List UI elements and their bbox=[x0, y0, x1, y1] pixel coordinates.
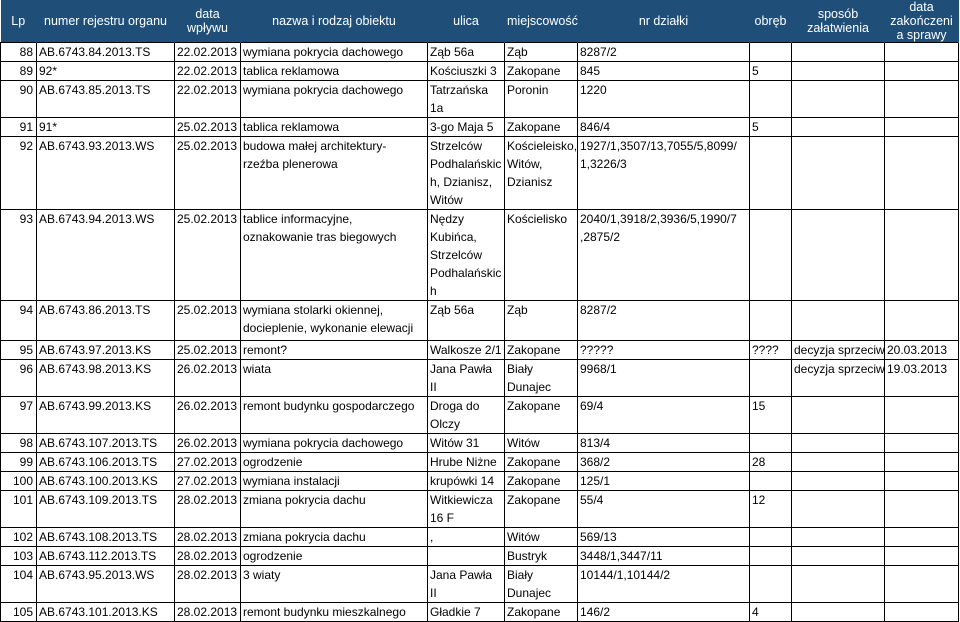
cell-plot-number: 368/2 bbox=[578, 453, 750, 472]
cell-resolution-method bbox=[792, 453, 885, 472]
cell-plot-number: 569/13 bbox=[578, 528, 750, 547]
table-row bbox=[1, 210, 959, 301]
cell-plot-number: ????? bbox=[578, 341, 750, 360]
cell-closing-date bbox=[885, 566, 959, 603]
cell-lp: 105 bbox=[1, 603, 37, 622]
cell-plot-number: 1927/1,3507/13,7055/5,8099/ 1,3226/3 bbox=[578, 137, 750, 210]
cell-resolution-method bbox=[792, 81, 885, 118]
cell-street: Witkiewicza 16 F bbox=[428, 491, 505, 528]
cell-precinct bbox=[750, 528, 792, 547]
cell-closing-date bbox=[885, 453, 959, 472]
cell-register-number: AB.6743.86.2013.TS bbox=[37, 301, 175, 341]
cell-street: krupówki 14 bbox=[428, 472, 505, 491]
cell-closing-date bbox=[885, 491, 959, 528]
cell-object-name: tablica reklamowa bbox=[241, 118, 428, 137]
cell-plot-number: 55/4 bbox=[578, 491, 750, 528]
cell-street: Witów 31 bbox=[428, 434, 505, 453]
cell-street bbox=[428, 547, 505, 566]
cell-precinct bbox=[750, 566, 792, 603]
cell-street: Gładkie 7 bbox=[428, 603, 505, 622]
cell-city: Bustryk bbox=[505, 547, 578, 566]
cell-resolution-method bbox=[792, 472, 885, 491]
table-row bbox=[1, 434, 959, 453]
cell-register-number: 91* bbox=[37, 118, 175, 137]
cell-register-number: AB.6743.97.2013.KS bbox=[37, 341, 175, 360]
cell-city: Zakopane bbox=[505, 453, 578, 472]
cell-receipt-date: 26.02.2013 bbox=[175, 397, 241, 434]
cell-street: Hrube Niżne bbox=[428, 453, 505, 472]
cell-precinct: ???? bbox=[750, 341, 792, 360]
cell-city: Zakopane bbox=[505, 62, 578, 81]
cell-plot-number: 146/2 bbox=[578, 603, 750, 622]
cell-receipt-date: 28.02.2013 bbox=[175, 603, 241, 622]
cell-precinct bbox=[750, 43, 792, 62]
cell-receipt-date: 26.02.2013 bbox=[175, 434, 241, 453]
cell-register-number: 92* bbox=[37, 62, 175, 81]
cell-closing-date bbox=[885, 528, 959, 547]
cell-plot-number: 846/4 bbox=[578, 118, 750, 137]
cell-lp: 92 bbox=[1, 137, 37, 210]
cell-city: Zakopane bbox=[505, 491, 578, 528]
cell-resolution-method bbox=[792, 137, 885, 210]
cell-precinct: 5 bbox=[750, 62, 792, 81]
cell-register-number: AB.6743.109.2013.TS bbox=[37, 491, 175, 528]
cell-city: Witów bbox=[505, 434, 578, 453]
cell-lp: 90 bbox=[1, 81, 37, 118]
cell-street: Ząb 56a bbox=[428, 301, 505, 341]
table-row bbox=[1, 453, 959, 472]
cell-register-number: AB.6743.101.2013.KS bbox=[37, 603, 175, 622]
header-precinct: obręb bbox=[750, 0, 792, 43]
cell-register-number: AB.6743.100.2013.KS bbox=[37, 472, 175, 491]
cell-plot-number: 1220 bbox=[578, 81, 750, 118]
cell-lp: 97 bbox=[1, 397, 37, 434]
cell-lp: 102 bbox=[1, 528, 37, 547]
table-row bbox=[1, 43, 959, 62]
cell-city: Ząb bbox=[505, 43, 578, 62]
cell-city: Zakopane bbox=[505, 472, 578, 491]
cell-closing-date: 19.03.2013 bbox=[885, 360, 959, 397]
cell-resolution-method bbox=[792, 528, 885, 547]
cell-lp: 98 bbox=[1, 434, 37, 453]
cell-precinct: 28 bbox=[750, 453, 792, 472]
cell-register-number: AB.6743.95.2013.WS bbox=[37, 566, 175, 603]
cell-receipt-date: 22.02.2013 bbox=[175, 62, 241, 81]
cell-city: Zakopane bbox=[505, 397, 578, 434]
cell-plot-number: 69/4 bbox=[578, 397, 750, 434]
cell-object-name: ogrodzenie bbox=[241, 453, 428, 472]
cell-resolution-method bbox=[792, 43, 885, 62]
cell-register-number: AB.6743.107.2013.TS bbox=[37, 434, 175, 453]
cell-receipt-date: 27.02.2013 bbox=[175, 472, 241, 491]
cell-register-number: AB.6743.84.2013.TS bbox=[37, 43, 175, 62]
cell-object-name: zmiana pokrycia dachu bbox=[241, 528, 428, 547]
cell-precinct bbox=[750, 360, 792, 397]
cell-receipt-date: 22.02.2013 bbox=[175, 43, 241, 62]
cell-street: , bbox=[428, 528, 505, 547]
cell-city: Zakopane bbox=[505, 603, 578, 622]
header-row bbox=[1, 0, 959, 43]
table-row bbox=[1, 341, 959, 360]
cell-precinct bbox=[750, 301, 792, 341]
cell-city: Kościelisko bbox=[505, 210, 578, 301]
cell-receipt-date: 22.02.2013 bbox=[175, 81, 241, 118]
cell-precinct: 4 bbox=[750, 603, 792, 622]
cell-receipt-date: 28.02.2013 bbox=[175, 547, 241, 566]
cell-precinct bbox=[750, 434, 792, 453]
cell-object-name: wymiana pokrycia dachowego bbox=[241, 81, 428, 118]
table-row bbox=[1, 491, 959, 528]
table-row bbox=[1, 566, 959, 603]
table-row bbox=[1, 301, 959, 341]
cell-lp: 99 bbox=[1, 453, 37, 472]
cell-closing-date bbox=[885, 603, 959, 622]
cell-object-name: remont budynku gospodarczego bbox=[241, 397, 428, 434]
cell-object-name: wiata bbox=[241, 360, 428, 397]
cell-register-number: AB.6743.106.2013.TS bbox=[37, 453, 175, 472]
cell-object-name: tablice informacyjne, oznakowanie tras biegowych bbox=[241, 210, 428, 301]
header-lp: Lp bbox=[1, 0, 37, 43]
cell-object-name: remont budynku mieszkalnego bbox=[241, 603, 428, 622]
cell-plot-number: 813/4 bbox=[578, 434, 750, 453]
cell-lp: 95 bbox=[1, 341, 37, 360]
cell-object-name: budowa małej architektury- rzeźba plenerowa bbox=[241, 137, 428, 210]
cell-object-name: wymiana instalacji bbox=[241, 472, 428, 491]
cell-resolution-method bbox=[792, 397, 885, 434]
cell-closing-date bbox=[885, 547, 959, 566]
cell-receipt-date: 28.02.2013 bbox=[175, 491, 241, 528]
header-register-number: numer rejestru organu bbox=[37, 0, 175, 43]
cell-lp: 104 bbox=[1, 566, 37, 603]
cell-plot-number: 9968/1 bbox=[578, 360, 750, 397]
table-row bbox=[1, 62, 959, 81]
cell-object-name: tablica reklamowa bbox=[241, 62, 428, 81]
cell-lp: 89 bbox=[1, 62, 37, 81]
cell-resolution-method bbox=[792, 118, 885, 137]
cell-city: Biały Dunajec bbox=[505, 360, 578, 397]
header-plot-number: nr działki bbox=[578, 0, 750, 43]
cell-city: Witów bbox=[505, 528, 578, 547]
cell-closing-date bbox=[885, 434, 959, 453]
cell-resolution-method: decyzja sprzeciw bbox=[792, 360, 885, 397]
cell-closing-date bbox=[885, 81, 959, 118]
cell-precinct: 5 bbox=[750, 118, 792, 137]
cell-city: Ząb bbox=[505, 301, 578, 341]
cell-object-name: wymiana stolarki okiennej, docieplenie, wykonanie elewacji bbox=[241, 301, 428, 341]
cell-object-name: wymiana pokrycia dachowego bbox=[241, 434, 428, 453]
cell-lp: 94 bbox=[1, 301, 37, 341]
cell-lp: 101 bbox=[1, 491, 37, 528]
cell-receipt-date: 25.02.2013 bbox=[175, 210, 241, 301]
table-row bbox=[1, 137, 959, 210]
cell-closing-date bbox=[885, 397, 959, 434]
cell-plot-number: 3448/1,3447/11 bbox=[578, 547, 750, 566]
cell-street: Nędzy Kubińca, Strzelców Podhalańskic h bbox=[428, 210, 505, 301]
cell-street: Jana Pawła II bbox=[428, 360, 505, 397]
cell-precinct bbox=[750, 547, 792, 566]
cell-city: Biały Dunajec bbox=[505, 566, 578, 603]
cell-receipt-date: 27.02.2013 bbox=[175, 453, 241, 472]
cell-street: Tatrzańska 1a bbox=[428, 81, 505, 118]
header-receipt-date: data wpływu bbox=[175, 0, 241, 43]
cell-plot-number: 8287/2 bbox=[578, 43, 750, 62]
cell-resolution-method bbox=[792, 301, 885, 341]
cell-plot-number: 125/1 bbox=[578, 472, 750, 491]
cell-resolution-method bbox=[792, 210, 885, 301]
cell-resolution-method bbox=[792, 434, 885, 453]
cell-closing-date bbox=[885, 118, 959, 137]
table-row bbox=[1, 472, 959, 491]
cell-plot-number: 2040/1,3918/2,3936/5,1990/7 ,2875/2 bbox=[578, 210, 750, 301]
cell-resolution-method bbox=[792, 603, 885, 622]
table-row bbox=[1, 397, 959, 434]
cell-street: Kościuszki 3 bbox=[428, 62, 505, 81]
cell-lp: 100 bbox=[1, 472, 37, 491]
cell-resolution-method: decyzja sprzeciw bbox=[792, 341, 885, 360]
cell-precinct bbox=[750, 472, 792, 491]
cell-plot-number: 845 bbox=[578, 62, 750, 81]
cell-lp: 96 bbox=[1, 360, 37, 397]
cell-receipt-date: 28.02.2013 bbox=[175, 566, 241, 603]
cell-street: Strzelców Podhalańskic h, Dzianisz, Witów bbox=[428, 137, 505, 210]
cell-resolution-method bbox=[792, 547, 885, 566]
cell-register-number: AB.6743.93.2013.WS bbox=[37, 137, 175, 210]
cell-lp: 88 bbox=[1, 43, 37, 62]
cell-closing-date bbox=[885, 472, 959, 491]
cell-street: Droga do Olczy bbox=[428, 397, 505, 434]
cell-resolution-method bbox=[792, 62, 885, 81]
header-resolution-method: sposób załatwienia bbox=[792, 0, 885, 43]
cell-register-number: AB.6743.108.2013.TS bbox=[37, 528, 175, 547]
cell-object-name: remont? bbox=[241, 341, 428, 360]
header-object-name: nazwa i rodzaj obiektu bbox=[241, 0, 428, 43]
table-row bbox=[1, 360, 959, 397]
cell-lp: 103 bbox=[1, 547, 37, 566]
cell-street: Ząb 56a bbox=[428, 43, 505, 62]
cell-resolution-method bbox=[792, 566, 885, 603]
cell-object-name: ogrodzenie bbox=[241, 547, 428, 566]
cell-receipt-date: 26.02.2013 bbox=[175, 360, 241, 397]
cell-receipt-date: 25.02.2013 bbox=[175, 118, 241, 137]
cell-closing-date bbox=[885, 43, 959, 62]
cell-precinct: 15 bbox=[750, 397, 792, 434]
cell-receipt-date: 25.02.2013 bbox=[175, 341, 241, 360]
cell-city: Zakopane bbox=[505, 118, 578, 137]
cell-city: Poronin bbox=[505, 81, 578, 118]
cell-precinct bbox=[750, 210, 792, 301]
cell-register-number: AB.6743.85.2013.TS bbox=[37, 81, 175, 118]
cell-lp: 91 bbox=[1, 118, 37, 137]
cell-register-number: AB.6743.99.2013.KS bbox=[37, 397, 175, 434]
cell-object-name: wymiana pokrycia dachowego bbox=[241, 43, 428, 62]
cell-register-number: AB.6743.94.2013.WS bbox=[37, 210, 175, 301]
header-city: miejscowość bbox=[505, 0, 578, 43]
cell-plot-number: 8287/2 bbox=[578, 301, 750, 341]
cell-city: Zakopane bbox=[505, 341, 578, 360]
cell-plot-number: 10144/1,10144/2 bbox=[578, 566, 750, 603]
cell-closing-date bbox=[885, 301, 959, 341]
table-row bbox=[1, 528, 959, 547]
header-closing-date: data zakończeni a sprawy bbox=[885, 0, 959, 43]
table-row bbox=[1, 81, 959, 118]
cell-city: Kościeleisko, Witów, Dzianisz bbox=[505, 137, 578, 210]
cell-register-number: AB.6743.98.2013.KS bbox=[37, 360, 175, 397]
table-row bbox=[1, 603, 959, 622]
cell-receipt-date: 25.02.2013 bbox=[175, 137, 241, 210]
header-street: ulica bbox=[428, 0, 505, 43]
cell-receipt-date: 28.02.2013 bbox=[175, 528, 241, 547]
cell-lp: 93 bbox=[1, 210, 37, 301]
cell-object-name: zmiana pokrycia dachu bbox=[241, 491, 428, 528]
table-row bbox=[1, 547, 959, 566]
cell-street: Jana Pawła II bbox=[428, 566, 505, 603]
cell-closing-date bbox=[885, 210, 959, 301]
cell-precinct: 12 bbox=[750, 491, 792, 528]
cell-precinct bbox=[750, 81, 792, 118]
cell-resolution-method bbox=[792, 491, 885, 528]
cell-receipt-date: 25.02.2013 bbox=[175, 301, 241, 341]
cell-closing-date: 20.03.2013 bbox=[885, 341, 959, 360]
cell-street: Walkosze 2/1 bbox=[428, 341, 505, 360]
cell-street: 3-go Maja 5 bbox=[428, 118, 505, 137]
table-body bbox=[1, 43, 959, 622]
cell-closing-date bbox=[885, 137, 959, 210]
cell-precinct bbox=[750, 137, 792, 210]
table-row bbox=[1, 118, 959, 137]
cell-object-name: 3 wiaty bbox=[241, 566, 428, 603]
cell-register-number: AB.6743.112.2013.TS bbox=[37, 547, 175, 566]
cell-closing-date bbox=[885, 62, 959, 81]
